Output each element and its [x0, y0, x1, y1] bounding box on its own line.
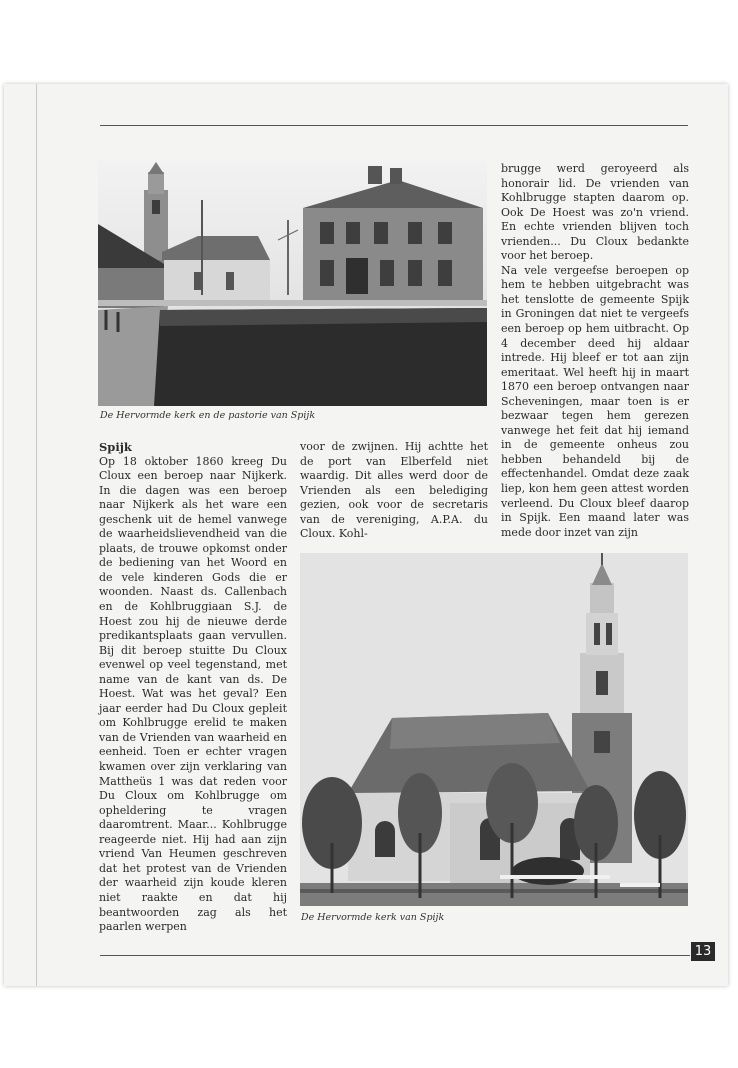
text-column-right — [501, 162, 689, 540]
middle-column-text: voor de zwijnen. Hij achtte het de port van Elberfeld niet waardig. Dit alles werd door de Vrienden als een belediging gezien, ook voor de secretaris van de vereniging, A.P.A. du Cloux. Kohl- — [300, 440, 488, 541]
page-number: 13 — [691, 942, 715, 961]
church-photo — [300, 553, 688, 906]
top-photo-caption: De Hervormde kerk en de pastorie van Spijk — [100, 410, 316, 421]
footer-rule — [100, 955, 690, 956]
text-column-middle — [300, 440, 488, 542]
left-column-text: Op 18 oktober 1860 kreeg Du Cloux een beroep naar Nijkerk. In die dagen was een beroep naar Nijkerk als het ware een geschenk uit de hemel vanwege de waarheidslievendheid van die plaats, de trouwe opkomst onder de bediening van het Woord en de vele kinderen Gods die er woonden. Naast ds. Callenbach en de Kohlbruggiaan S.J. de Hoest zou hij de nieuwe derde predikantsplaats gaan vervullen. Bij dit beroep stuitte Du Cloux evenwel op veel tegenstand, met name van de kant van ds. De Hoest. Wat was het geval? Een jaar eerder had Du Cloux gepleit om Kohlbrugge erelid te maken van de Vrienden van waarheid en eenheid. Toen er echter vragen kwamen over zijn verklaring van Mattheüs 1 was dat reden voor Du Cloux om Kohlbrugge om opheldering te vragen daaromtrent. Maar... Kohlbrugge reageerde niet. Hij had aan zijn vriend Van Heumen geschreven dat het protest van de Vrienden der waarheid zijn koude kleren niet raakte en dat hij beantwoorden zag als het paarlen werpen — [99, 454, 287, 934]
header-rule — [100, 125, 688, 126]
church-and-parsonage-photo — [98, 160, 487, 406]
text-column-left — [99, 440, 287, 935]
right-column-text-2: Na vele vergeefse beroepen op hem te hebben uitgebracht was het tenslotte de gemeente Spijk in Groningen dat niet te vergeefs een beroep op hem uitbracht. Op 4 december deed hij aldaar intrede. Hij bleef er tot aan zijn emeritaat. Wel heeft hij in maart 1870 een beroep ontvangen naar Scheveningen, maar toen is er bezwaar tegen hem gerezen vanwege het feit dat hij iemand in de gemeente onheus zou hebben behandeld bij de effectenhandel. Omdat deze zaak liep, kon hem geen attest worden verleend. Du Cloux bleef daarop in Spijk. Een maand later was mede door inzet van zijn — [501, 263, 689, 539]
right-column-text-1: brugge werd geroyeerd als honorair lid. De vrienden van Kohlbrugge stapten daarom op. Ook De Hoest was zo'n vriend. En echte vrienden blijven toch vrienden... Du Cloux bedankte voor het beroep. — [501, 162, 689, 263]
page-spine — [36, 84, 37, 986]
section-heading: Spijk — [99, 440, 132, 454]
bottom-photo-caption: De Hervormde kerk van Spijk — [301, 912, 445, 923]
